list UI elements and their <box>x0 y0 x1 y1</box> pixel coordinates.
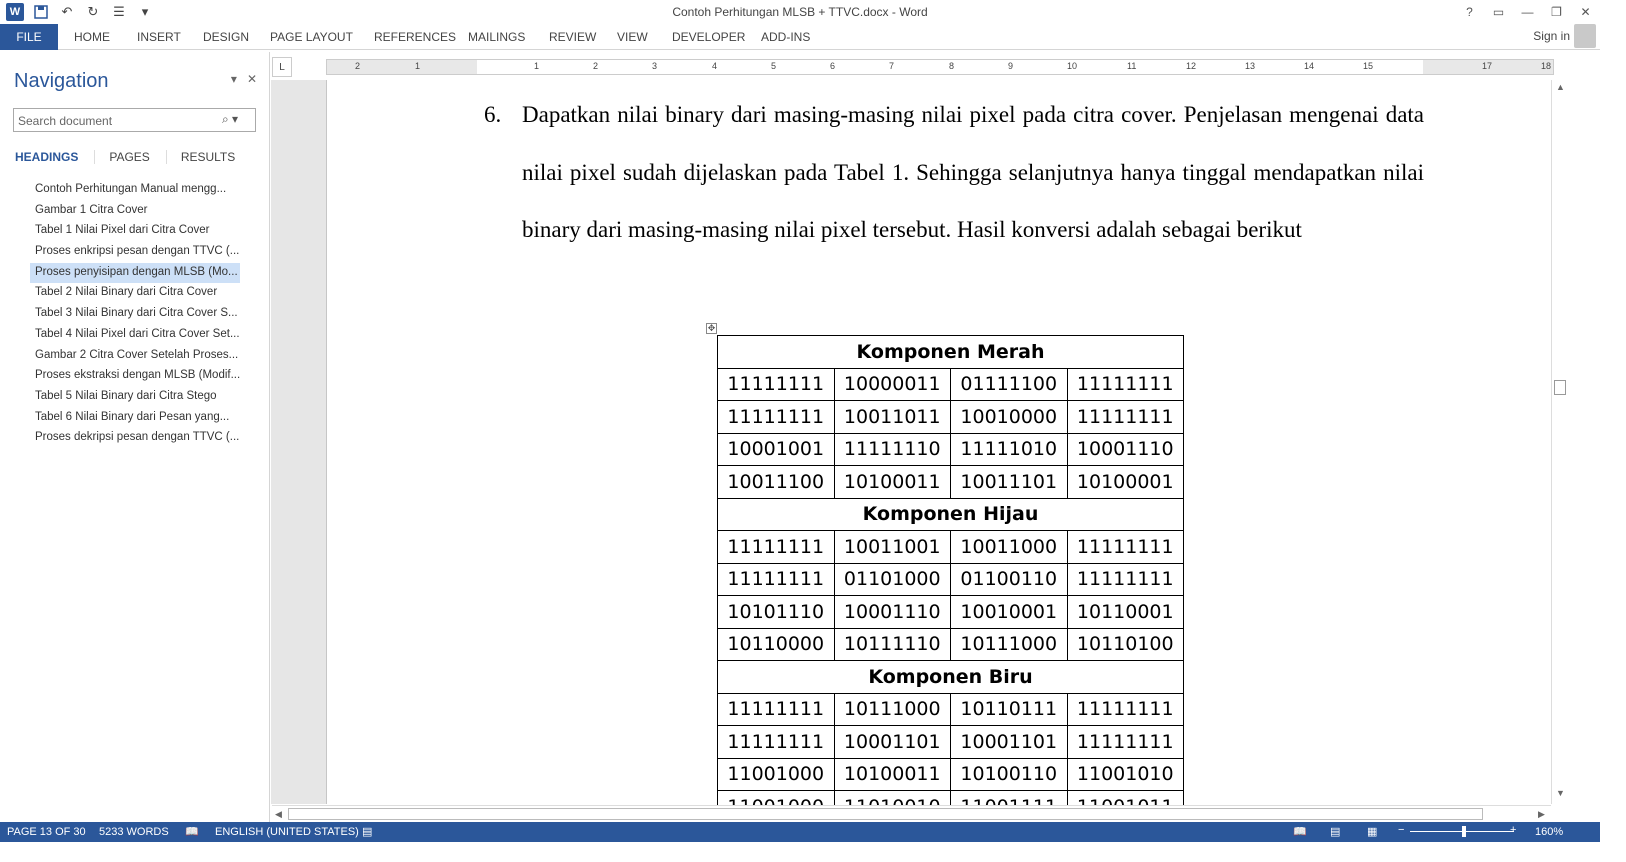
table-cell[interactable]: 10011011 <box>834 401 951 434</box>
zoom-in-button[interactable]: + <box>1510 824 1517 836</box>
window-title: Contoh Perhitungan MLSB + TTVC.docx - Word <box>672 5 928 19</box>
ruler-number: 5 <box>771 61 777 71</box>
table-move-handle-icon[interactable]: ✥ <box>707 323 716 333</box>
chevron-down-icon[interactable]: ▾ <box>230 72 237 86</box>
scroll-up-icon[interactable]: ▲ <box>1556 82 1565 92</box>
ruler-number: 12 <box>1186 61 1197 71</box>
paragraph-text: Dapatkan nilai binary dari masing-masing nilai pixel pada citra cover. Penjelasan mengenai data nilai pixel sudah dijelaskan pada Tabel 1. Sehingga selanjutnya hanya tinggal mendapatkan nilai binary dari masing-masing nilai pixel tersebut. Hasil konversi adalah sebagai berikut <box>522 102 1424 242</box>
page-count[interactable]: PAGE 13 OF 30 <box>7 826 86 838</box>
ruler-number: 3 <box>652 61 658 71</box>
tab-review[interactable]: REVIEW <box>549 30 597 44</box>
tab-file[interactable]: FILE <box>0 24 58 50</box>
table-row <box>718 693 1184 726</box>
table-cell[interactable]: 10110111 <box>951 693 1068 726</box>
navigation-title: Navigation <box>14 70 109 92</box>
document-area <box>271 80 1551 804</box>
table-cell[interactable]: 11001010 <box>1067 758 1184 791</box>
table-cell[interactable]: 10011101 <box>951 466 1068 499</box>
table-cell[interactable]: 10111000 <box>834 693 951 726</box>
table-cell[interactable]: 11111111 <box>1067 531 1184 564</box>
scroll-right-icon[interactable]: ▶ <box>1538 809 1545 819</box>
table-row <box>718 368 1184 401</box>
table-cell[interactable]: 10001101 <box>951 726 1068 759</box>
table-section-header[interactable]: Komponen Biru <box>718 661 1184 694</box>
ribbon-display-icon[interactable]: ▭ <box>1492 5 1505 19</box>
tab-design[interactable]: DESIGN <box>203 30 250 44</box>
close-pane-icon[interactable]: ✕ <box>246 72 257 86</box>
table-cell[interactable]: 10000011 <box>834 368 951 401</box>
table-cell[interactable]: 10110100 <box>1067 628 1184 661</box>
heading-item[interactable]: Contoh Perhitungan Manual mengg... <box>35 183 227 195</box>
language-indicator[interactable]: ENGLISH (UNITED STATES) <box>215 826 359 838</box>
ruler-number: 1 <box>534 61 540 71</box>
zoom-level[interactable]: 160% <box>1535 826 1564 838</box>
ruler-number: 9 <box>1008 61 1014 71</box>
table-cell[interactable]: 10011001 <box>834 531 951 564</box>
word-count[interactable]: 5233 WORDS <box>99 826 169 838</box>
table-cell[interactable]: 11111111 <box>718 563 835 596</box>
table-section-header[interactable]: Komponen Merah <box>718 336 1184 369</box>
minimize-icon[interactable]: — <box>1521 5 1534 19</box>
ruler-number: 2 <box>355 61 361 71</box>
scroll-left-icon[interactable]: ◀ <box>275 809 282 819</box>
table-cell[interactable]: 11111111 <box>718 368 835 401</box>
restore-icon[interactable]: ❐ <box>1551 5 1562 19</box>
table-row <box>718 758 1184 791</box>
table-cell[interactable]: 10001110 <box>1067 433 1184 466</box>
table-cell[interactable]: 10010000 <box>951 401 1068 434</box>
heading-item[interactable]: Proses penyisipan dengan MLSB (Mo... <box>30 263 240 284</box>
heading-item[interactable]: Proses ekstraksi dengan MLSB (Modif... <box>35 369 241 382</box>
table-cell[interactable]: 11111110 <box>834 433 951 466</box>
table-row <box>718 628 1184 661</box>
tab-headings[interactable]: HEADINGS <box>15 150 95 164</box>
tab-mailings[interactable]: MAILINGS <box>468 30 526 44</box>
zoom-out-button[interactable]: − <box>1398 824 1405 836</box>
ruler-number: 2 <box>593 61 599 71</box>
tab-references[interactable]: REFERENCES <box>374 30 457 44</box>
heading-list <box>30 180 240 449</box>
table-row <box>718 433 1184 466</box>
table-row <box>718 596 1184 629</box>
horizontal-scroll-thumb[interactable] <box>288 808 1483 820</box>
heading-item[interactable]: Tabel 5 Nilai Binary dari Citra Stego <box>35 389 217 402</box>
table-cell[interactable]: 10010001 <box>951 596 1068 629</box>
print-layout-icon[interactable]: ▤ <box>1330 826 1341 838</box>
table-cell[interactable]: 11111111 <box>718 531 835 564</box>
table-cell[interactable]: 10110001 <box>1067 596 1184 629</box>
table-cell[interactable]: 11111111 <box>1067 368 1184 401</box>
table-cell[interactable]: 11111111 <box>1067 726 1184 759</box>
table-cell[interactable]: 10100011 <box>834 758 951 791</box>
status-bar <box>0 822 1600 842</box>
table-cell[interactable]: 11111111 <box>1067 401 1184 434</box>
heading-item[interactable]: Proses dekripsi pesan dengan TTVC (... <box>35 431 240 444</box>
ruler-number: 13 <box>1245 61 1256 71</box>
zoom-slider-thumb[interactable] <box>1462 826 1466 837</box>
word-app-icon[interactable]: W <box>6 3 24 21</box>
ruler-number: 4 <box>712 61 718 71</box>
table-cell[interactable]: 10011100 <box>718 466 835 499</box>
read-mode-icon[interactable]: 📖 <box>1293 826 1307 838</box>
ribbon-tabs <box>0 24 1600 50</box>
binary-table <box>717 335 1184 824</box>
ruler-number: 18 <box>1541 61 1552 71</box>
vertical-scroll-thumb[interactable] <box>1554 380 1566 395</box>
table-row <box>718 401 1184 434</box>
table-cell[interactable]: 10001001 <box>718 433 835 466</box>
heading-item[interactable]: Tabel 1 Nilai Pixel dari Citra Cover <box>35 224 210 237</box>
ruler-number: 11 <box>1127 61 1137 71</box>
table-cell[interactable]: 10110000 <box>718 628 835 661</box>
paragraph[interactable] <box>484 86 1424 259</box>
table-cell[interactable]: 11111111 <box>718 726 835 759</box>
heading-item[interactable]: Tabel 3 Nilai Binary dari Citra Cover S... <box>35 307 238 320</box>
title-bar <box>0 0 1600 24</box>
tab-insert[interactable]: INSERT <box>137 30 181 44</box>
table-cell[interactable]: 10101110 <box>718 596 835 629</box>
ruler-number: 17 <box>1482 61 1493 71</box>
table-section-header[interactable]: Komponen Hijau <box>718 498 1184 531</box>
table-cell[interactable]: 11111111 <box>718 693 835 726</box>
table-cell[interactable]: 10111110 <box>834 628 951 661</box>
web-layout-icon[interactable]: ▦ <box>1367 826 1378 838</box>
tab-add-ins[interactable]: ADD-INS <box>761 30 811 44</box>
ruler-number: 7 <box>889 61 895 71</box>
ruler-number: 10 <box>1067 61 1078 71</box>
sign-in-link[interactable]: Sign in <box>1533 29 1570 43</box>
table-row <box>718 466 1184 499</box>
heading-item[interactable]: Gambar 1 Citra Cover <box>35 203 148 216</box>
ruler-number: 1 <box>415 61 421 71</box>
table-cell[interactable]: 11111111 <box>1067 693 1184 726</box>
heading-item[interactable]: Tabel 6 Nilai Binary dari Pesan yang... <box>35 410 230 423</box>
table-cell[interactable]: 10001101 <box>834 726 951 759</box>
tab-page-layout[interactable]: PAGE LAYOUT <box>270 30 353 44</box>
table-row <box>718 563 1184 596</box>
tab-view[interactable]: VIEW <box>617 30 648 44</box>
table-cell[interactable]: 11001000 <box>718 758 835 791</box>
navigation-tabs <box>15 150 265 164</box>
heading-item[interactable]: Proses enkripsi pesan dengan TTVC (... <box>35 245 240 258</box>
search-input[interactable]: Search document <box>13 108 256 132</box>
table-cell[interactable]: 10001110 <box>834 596 951 629</box>
table-cell[interactable]: 01111100 <box>951 368 1068 401</box>
horizontal-ruler[interactable] <box>326 59 1554 75</box>
table-cell[interactable]: 10100110 <box>951 758 1068 791</box>
tab-developer[interactable]: DEVELOPER <box>672 30 746 44</box>
scroll-down-icon[interactable]: ▼ <box>1556 788 1565 798</box>
help-icon[interactable]: ? <box>1466 5 1473 19</box>
vertical-scrollbar[interactable] <box>1551 80 1568 804</box>
table-cell[interactable]: 10100011 <box>834 466 951 499</box>
table-cell[interactable]: 10111000 <box>951 628 1068 661</box>
redo-icon[interactable]: ↻ <box>87 4 99 19</box>
avatar[interactable] <box>1574 24 1596 48</box>
list-number: 6. <box>484 102 502 127</box>
ruler-number: 6 <box>830 61 836 71</box>
navigation-pane <box>0 52 270 838</box>
heading-item[interactable]: Gambar 2 Citra Cover Setelah Proses... <box>35 348 239 361</box>
search-icon[interactable]: ⌕ ▾ <box>222 112 239 126</box>
customize-qat-icon[interactable]: ▾ <box>141 4 149 19</box>
table-cell[interactable]: 01100110 <box>951 563 1068 596</box>
tab-home[interactable]: HOME <box>74 30 110 44</box>
heading-item[interactable]: Tabel 4 Nilai Pixel dari Citra Cover Set... <box>35 327 240 340</box>
bottom-strip <box>0 842 1600 862</box>
list-format-icon[interactable]: ☰ <box>113 4 125 19</box>
table-cell[interactable]: 10011000 <box>951 531 1068 564</box>
ruler-number: 8 <box>949 61 955 71</box>
horizontal-scrollbar[interactable] <box>272 805 1551 822</box>
heading-item[interactable]: Tabel 2 Nilai Binary dari Citra Cover <box>35 286 218 299</box>
table-cell[interactable]: 10100001 <box>1067 466 1184 499</box>
ruler-number: 15 <box>1363 61 1374 71</box>
table-row <box>718 726 1184 759</box>
tab-selector[interactable]: L <box>272 57 292 77</box>
table-cell[interactable]: 01101000 <box>834 563 951 596</box>
table-cell[interactable]: 11111111 <box>718 401 835 434</box>
tab-pages[interactable]: PAGES <box>109 150 166 164</box>
table-row <box>718 531 1184 564</box>
tab-results[interactable]: RESULTS <box>180 150 236 164</box>
document-page <box>326 80 1626 804</box>
table-cell[interactable]: 11111111 <box>1067 563 1184 596</box>
close-icon[interactable]: ✕ <box>1580 5 1591 19</box>
macro-icon[interactable]: ▤ <box>362 826 373 838</box>
ruler-number: 14 <box>1304 61 1315 71</box>
table-cell[interactable]: 11111010 <box>951 433 1068 466</box>
proofing-icon[interactable]: 📖 <box>185 826 199 838</box>
undo-icon[interactable]: ↶ <box>61 4 73 19</box>
